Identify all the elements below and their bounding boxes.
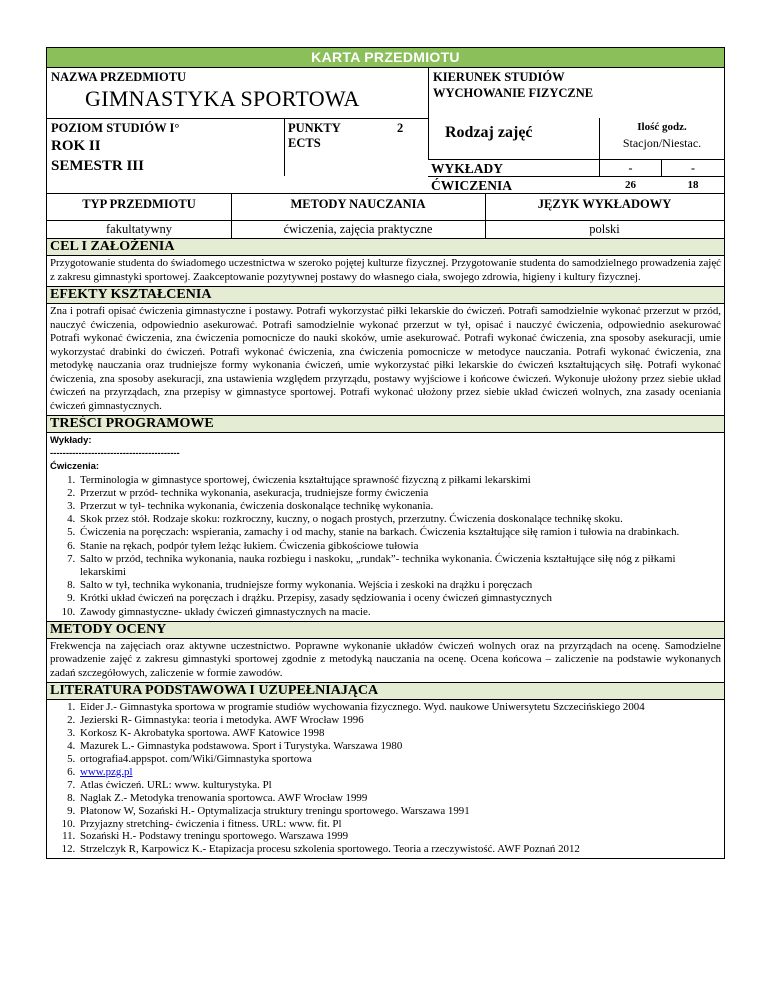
lectures-full-time-hours: - (628, 161, 633, 175)
list-item: 4. Mazurek L.- Gimnastyka podstawowa. Sport i Turystyka. Warszawa 1980 (78, 740, 721, 753)
list-item: 2. Jezierski R- Gimnastyka: teoria i metodyka. AWF Wrocław 1996 (78, 714, 721, 727)
list-item: 4. Skok przez stół. Rodzaje skoku: rozkroczny, kuczny, o nogach prostych, przerzutny. Ćwiczenia doskonalące technikę skoku. (78, 513, 721, 526)
list-item: 9. Płatonow W, Sozański H.- Optymalizacja struktury treningu sportowego. Warszawa 1991 (78, 805, 721, 818)
study-year: ROK II (51, 138, 101, 154)
subject-name-label: NAZWA PRZEDMIOTU (51, 70, 187, 84)
subject-type-value: fakultatywny (106, 222, 172, 236)
list-item: 7. Salto w przód, technika wykonania, nauka rozbiegu i naskoku, „rundak”- technika wykonania. Ćwiczenia kształtujące siłę nóg z piłkami lekarskimi (78, 553, 721, 579)
list-item: 3. Przerzut w tył- technika wykonania, ćwiczenia doskonalące technikę wykonania. (78, 500, 721, 513)
list-item: 5. Ćwiczenia na poręczach: wspierania, zamachy i od machy, stanie na barkach. Ćwiczenia kształtujące siłę ramion i tułowia na drabinkach. (78, 526, 721, 539)
assessment-methods-text: Frekwencja na zajęciach oraz aktywne uczestnictwo. Poprawne wykonanie układów ćwiczeń wolnych oraz na przyrządach na ocenę. Samodzielne prowadzenie zajęć z zakresu gimnastyki sportowej zgodnie z metodyką nauczania na ocenę. Ocena końcowa – zaliczenie na podstawie wykonanych zadań szczegółowych, zaliczenie w formie zawodów. (50, 639, 721, 679)
literature-heading: LITERATURA PODSTAWOWA I UZUPEŁNIAJĄCA (47, 682, 724, 700)
literature-list-container (47, 700, 724, 858)
list-item: 8. Salto w tył, technika wykonania, trudniejsze formy wykonania. Wejścia i zeskoki na drążku i poręczach (78, 579, 721, 592)
list-item: 10. Zawody gimnastyczne- układy ćwiczeń gimnastycznych na macie. (78, 606, 721, 619)
list-item: 9. Krótki układ ćwiczeń na poręczach i drążku. Przepisy, zasady sędziowania i oceny ćwiczeń gimnastycznych (78, 592, 721, 605)
study-semester: SEMESTR III (51, 158, 144, 174)
list-item: 11. Sozański H.- Podstawy treningu sportowego. Warszawa 1999 (78, 830, 721, 843)
list-item: 10. Przyjazny stretching- ćwiczenia i fitness. URL: www. fit. Pl (78, 818, 721, 831)
language-label: JĘZYK WYKŁADOWY (537, 197, 672, 211)
separator-line: ----------------------------------------- (50, 448, 180, 460)
hours-label: Ilość godz. (637, 121, 687, 133)
card-title-banner: KARTA PRZEDMIOTU (47, 48, 724, 67)
full-time-part-time-label: Stacjon/Niestac. (622, 136, 702, 150)
goals-text: Przygotowanie studenta do świadomego uczestnictwa w szeroko pojętej kulturze fizycznej. Przygotowanie studenta do samodzielnego prowadzenia zajęć z zakresu gimnastyki sportowej. Zaakceptowanie pozytywnej postawy do własnego ciała, swojego zdrowia, higieny i kultury fizycznej. (50, 257, 721, 283)
exercises-part-time-hours: 18 (687, 179, 699, 191)
list-item: 12. Strzelczyk R, Karpowicz K.- Etapizacja procesu szkolenia sportowego. Teoria a rzeczywistość. AWF Poznań 2012 (78, 843, 721, 856)
exercises-subheading: Ćwiczenia: (50, 461, 100, 473)
field-of-study-value: WYCHOWANIE FIZYCZNE (433, 86, 594, 100)
list-item: 6. Stanie na rękach, podpór tyłem leżąc łukiem. Ćwiczenia gibkościowe tułowia (78, 540, 721, 553)
study-level-label: POZIOM STUDIÓW I° (51, 121, 180, 135)
info-grid (47, 67, 724, 238)
literature-list (50, 701, 721, 856)
exercises-list (50, 474, 721, 619)
list-item: 1. Eider J.- Gimnastyka sportowa w programie studiów wychowania fizycznego. Wyd. naukowe Uniwersytetu Szczecińskiego 2004 (78, 701, 721, 714)
exercises-label: ĆWICZENIA (431, 178, 513, 193)
list-item: 8. Naglak Z.- Metodyka trenowania sportowca. AWF Wrocław 1999 (78, 792, 721, 805)
teaching-methods-label: METODY NAUCZANIA (290, 197, 426, 211)
subject-card (46, 47, 725, 859)
ects-value: 2 (397, 121, 404, 135)
subject-name-value: GIMNASTYKA SPORTOWA (85, 86, 360, 111)
field-of-study-label: KIERUNEK STUDIÓW (433, 70, 565, 84)
lectures-part-time-hours: - (691, 161, 695, 175)
learning-outcomes-heading: EFEKTY KSZTAŁCENIA (47, 286, 724, 304)
list-item: 7. Atlas ćwiczeń. URL: www. kulturystyka. Pl (78, 779, 721, 792)
list-item (78, 766, 721, 779)
list-item: 1. Terminologia w gimnastyce sportowej, ćwiczenia kształtujące sprawność fizyczną z piłkami lekarskimi (78, 474, 721, 487)
learning-outcomes-text: Zna i potrafi opisać ćwiczenia gimnastyczne i postawy. Potrafi wykorzystać piłki lekarskie do ćwiczeń. Potrafi samodzielnie wykonać przerzut w przód, nauczyć ćwiczenia, odpowiednio asekurować. Potrafi samodzielnie wykonać przerzut w tył, opisać i nauczyć ćwiczenia, odpowiednio asekurować Potrafi wykonać ćwiczenia, zna ćwiczenia pomocnicze do nauki skoków, umie asekurować. Potrafi wykonać ćwiczenia, zna sposoby asekuracji, umie wykorzystać drabinki do ćwiczeń. Potrafi wykonać ćwiczenia, zna ćwiczenia pomocnicze w metodyce nauczania. Potrafi wykonać ćwiczenia, zna metodykę nauczania oraz trudniejsze formy wykonania ćwiczeń, umie wykorzystać piłki lekarskie do ćwiczeń kształtujących siłę. Potrafi wykonać ćwiczenia, zna sposoby asekuracji, zna ustawienia względem przyrządu, postawy wyjściowe i końcowe ćwiczeń. Wykonuje ułożony przez siebie układ ćwiczeń na przyrządach, zna przepisy w gimnastyce sportowej. Potrafi wykonać ułożony przez siebie układ ćwiczeń wolnych, zna zasady oceniania ćwiczeń gimnastycznych. (50, 305, 721, 412)
lectures-label: WYKŁADY (431, 161, 504, 176)
exercises-full-time-hours: 26 (625, 179, 636, 191)
goals-heading: CEL I ZAŁOŻENIA (47, 238, 724, 256)
lectures-subheading: Wykłady: (50, 435, 92, 446)
program-content (47, 433, 724, 621)
list-item: 2. Przerzut w przód- technika wykonania, asekuracja, trudniejsze formy ćwiczenia (78, 487, 721, 500)
language-value: polski (589, 222, 620, 236)
subject-type-label: TYP PRZEDMIOTU (82, 197, 196, 211)
pzg-link[interactable]: www.pzg.pl (80, 765, 133, 778)
class-type-label: Rodzaj zajęć (445, 124, 533, 141)
program-content-heading: TREŚCI PROGRAMOWE (47, 415, 724, 433)
teaching-methods-value: ćwiczenia, zajęcia praktyczne (283, 222, 433, 236)
assessment-methods-heading: METODY OCENY (47, 621, 724, 639)
list-item: 3. Korkosz K- Akrobatyka sportowa. AWF Katowice 1998 (78, 727, 721, 740)
ects-label: PUNKTY ECTS (288, 121, 341, 150)
list-item: 5. ortografia4.appspot. com/Wiki/Gimnastyka sportowa (78, 753, 721, 766)
